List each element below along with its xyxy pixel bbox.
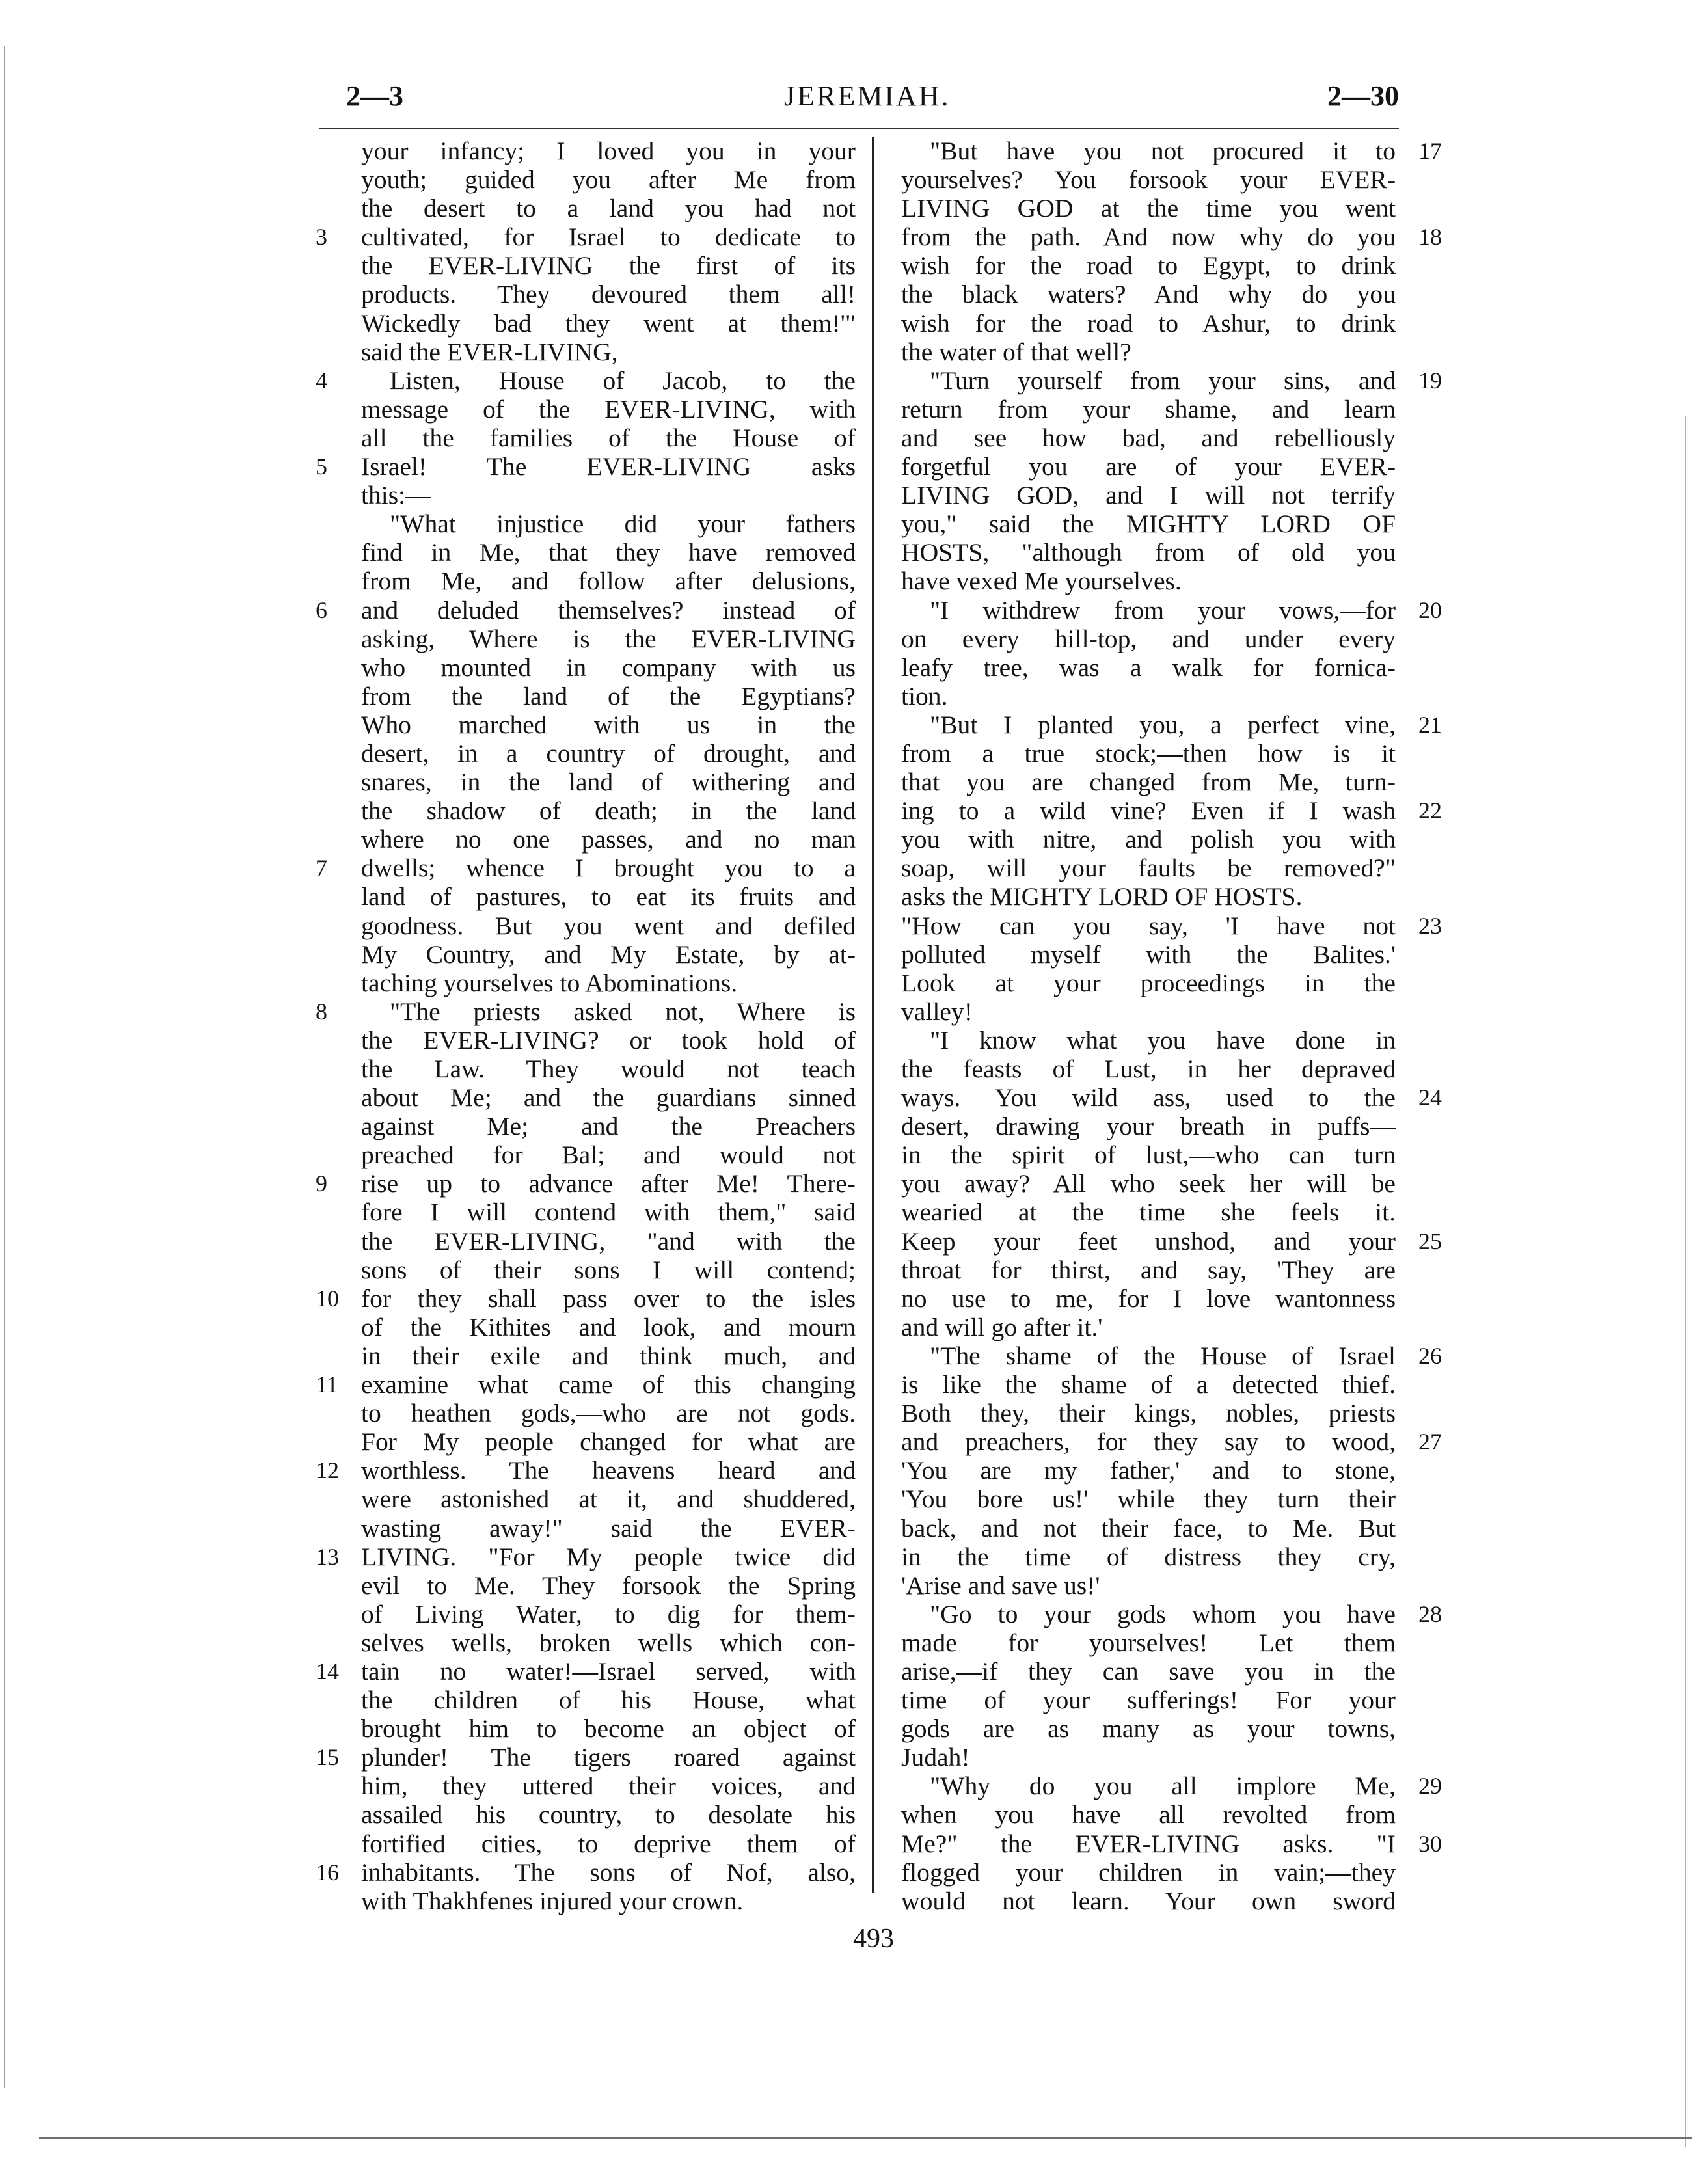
text-line bbox=[316, 452, 856, 481]
line-text: "I withdrew from your vows,—for bbox=[930, 595, 1396, 625]
line-text: 'Arise and save us!' bbox=[901, 1571, 1100, 1600]
text-line bbox=[361, 940, 856, 969]
text-line bbox=[901, 222, 1442, 252]
line-text: "How can you say, 'I have not bbox=[901, 911, 1396, 940]
verse-number: 27 bbox=[1418, 1429, 1442, 1455]
line-text: tain no water!—Israel served, with bbox=[361, 1656, 856, 1686]
text-line bbox=[901, 251, 1396, 280]
line-text: you away? All who seek her will be bbox=[901, 1169, 1396, 1198]
text-line bbox=[361, 1341, 856, 1370]
line-text: Both they, their kings, nobles, priests bbox=[901, 1399, 1396, 1428]
text-line bbox=[901, 1571, 1396, 1600]
line-text: flogged your children in vain;—they bbox=[901, 1857, 1396, 1887]
text-line bbox=[901, 1829, 1442, 1858]
line-text: him, they uttered their voices, and bbox=[361, 1772, 856, 1801]
verse-number: 15 bbox=[316, 1744, 339, 1771]
text-line bbox=[901, 1628, 1396, 1657]
line-text: where no one passes, and no man bbox=[361, 825, 856, 854]
line-text: "The shame of the House of Israel bbox=[930, 1341, 1396, 1370]
line-text: ways. You wild ass, used to the bbox=[901, 1083, 1396, 1112]
text-line bbox=[901, 825, 1396, 854]
line-text: Wickedly bad they went at them!'" bbox=[361, 308, 856, 338]
text-line bbox=[361, 280, 856, 308]
verse-number: 25 bbox=[1418, 1228, 1442, 1254]
line-text: the EVER-LIVING, "and with the bbox=[361, 1226, 856, 1256]
text-line bbox=[901, 739, 1396, 768]
line-text: assailed his country, to desolate his bbox=[361, 1800, 856, 1829]
text-line bbox=[361, 424, 856, 452]
text-line bbox=[361, 1313, 856, 1341]
text-line bbox=[901, 1743, 1396, 1772]
line-text: have vexed Me yourselves. bbox=[901, 567, 1182, 596]
text-line bbox=[901, 1370, 1396, 1399]
scan-edge-right bbox=[1685, 416, 1686, 2147]
line-text: goodness. But you went and defiled bbox=[361, 911, 856, 940]
line-text: fore I will contend with them," said bbox=[361, 1198, 856, 1227]
text-line bbox=[361, 1714, 856, 1743]
line-text: in the spirit of lust,—who can turn bbox=[901, 1140, 1396, 1170]
text-line bbox=[361, 338, 856, 366]
line-text: desert, in a country of drought, and bbox=[361, 738, 856, 768]
line-text: said the EVER-LIVING, bbox=[361, 337, 618, 366]
running-head-title: JEREMIAH. bbox=[784, 80, 951, 112]
verse-number: 7 bbox=[316, 855, 327, 882]
line-text: worthless. The heavens heard and bbox=[361, 1456, 856, 1485]
line-text: no use to me, for I love wantonness bbox=[901, 1284, 1396, 1313]
text-line bbox=[901, 395, 1396, 424]
line-text: soap, will your faults be removed?" bbox=[901, 854, 1396, 883]
text-line bbox=[901, 682, 1396, 710]
line-text: Judah! bbox=[901, 1743, 970, 1772]
line-text: brought him to become an object of bbox=[361, 1714, 856, 1744]
text-line bbox=[901, 424, 1396, 452]
line-text: this:— bbox=[361, 481, 431, 510]
line-text: to heathen gods,—who are not gods. bbox=[361, 1399, 856, 1428]
text-line bbox=[901, 1399, 1396, 1427]
text-line bbox=[901, 280, 1396, 308]
text-line bbox=[361, 1829, 856, 1858]
line-text: selves wells, broken wells which con- bbox=[361, 1628, 856, 1657]
text-line bbox=[901, 768, 1396, 796]
text-line bbox=[361, 1112, 856, 1140]
text-line bbox=[361, 739, 856, 768]
text-line bbox=[901, 796, 1442, 826]
text-line bbox=[901, 1543, 1396, 1571]
line-text: from Me, and follow after delusions, bbox=[361, 567, 856, 596]
verse-number: 9 bbox=[316, 1170, 327, 1197]
text-line bbox=[361, 538, 856, 567]
text-line bbox=[316, 1656, 856, 1686]
text-line bbox=[901, 194, 1396, 222]
text-line bbox=[901, 481, 1396, 509]
line-text: and deluded themselves? instead of bbox=[361, 595, 856, 625]
line-text: the shadow of death; in the land bbox=[361, 796, 856, 826]
scan-edge-left bbox=[4, 46, 5, 2088]
text-line bbox=[361, 165, 856, 194]
verse-number: 10 bbox=[316, 1285, 339, 1312]
line-text: ing to a wild vine? Even if I wash bbox=[901, 796, 1396, 826]
text-line bbox=[361, 137, 856, 165]
text-line bbox=[361, 1686, 856, 1714]
line-text: the feasts of Lust, in her depraved bbox=[901, 1055, 1396, 1083]
text-line bbox=[361, 796, 856, 825]
text-line bbox=[316, 1284, 856, 1313]
text-line bbox=[901, 1714, 1396, 1743]
text-line bbox=[316, 1857, 856, 1887]
line-text: the EVER-LIVING the first of its bbox=[361, 251, 856, 280]
line-text: sons of their sons I will contend; bbox=[361, 1255, 856, 1284]
verse-number: 21 bbox=[1418, 711, 1442, 738]
line-text: the desert to a land you had not bbox=[361, 194, 856, 223]
text-line bbox=[361, 1140, 856, 1169]
line-text: and will go after it.' bbox=[901, 1312, 1103, 1341]
line-text: preached for Bal; and would not bbox=[361, 1140, 856, 1170]
line-text: examine what came of this changing bbox=[361, 1370, 856, 1399]
text-line bbox=[361, 1887, 856, 1915]
verse-number: 17 bbox=[1418, 138, 1442, 164]
line-text: My Country, and My Estate, by at- bbox=[361, 939, 856, 969]
verse-number: 29 bbox=[1418, 1773, 1442, 1800]
text-line bbox=[361, 1600, 856, 1628]
text-line bbox=[316, 1456, 856, 1485]
line-text: the children of his House, what bbox=[361, 1686, 856, 1715]
verse-number: 20 bbox=[1418, 597, 1442, 623]
text-line bbox=[316, 222, 856, 252]
text-line bbox=[901, 653, 1396, 682]
text-line bbox=[901, 1887, 1396, 1915]
left-column bbox=[316, 137, 856, 1915]
text-line bbox=[901, 911, 1442, 940]
text-line bbox=[361, 1083, 856, 1112]
line-text: who mounted in company with us bbox=[361, 653, 856, 682]
line-text: throat for thirst, and say, 'They are bbox=[901, 1255, 1396, 1284]
text-line bbox=[316, 595, 856, 625]
text-line bbox=[316, 1542, 856, 1571]
line-text: Look at your proceedings in the bbox=[901, 968, 1396, 997]
text-line bbox=[361, 1772, 856, 1800]
line-text: "I know what you have done in bbox=[930, 1025, 1396, 1055]
line-text: wearied at the time she feels it. bbox=[901, 1198, 1396, 1227]
verse-number: 6 bbox=[316, 597, 327, 623]
line-text: return from your shame, and learn bbox=[901, 394, 1396, 424]
line-text: cultivated, for Israel to dedicate to bbox=[361, 222, 856, 252]
line-text: from a true stock;—then how is it bbox=[901, 738, 1396, 768]
text-line bbox=[316, 366, 856, 395]
line-text: snares, in the land of withering and bbox=[361, 768, 856, 797]
text-line bbox=[361, 1198, 856, 1226]
text-line bbox=[361, 395, 856, 424]
line-text: you," said the MIGHTY LORD OF bbox=[901, 509, 1396, 539]
text-line bbox=[901, 1800, 1396, 1829]
line-text: tion. bbox=[901, 681, 948, 710]
verse-number: 11 bbox=[316, 1371, 338, 1398]
line-text: youth; guided you after Me from bbox=[361, 165, 856, 195]
line-text: for they shall pass over to the isles bbox=[361, 1284, 856, 1313]
text-line bbox=[901, 1686, 1396, 1714]
text-line bbox=[361, 1800, 856, 1829]
line-text: land of pastures, to eat its fruits and bbox=[361, 882, 856, 911]
scan-edge-bottom bbox=[39, 2137, 1692, 2139]
text-line bbox=[901, 1858, 1396, 1887]
verse-number: 24 bbox=[1418, 1085, 1442, 1111]
line-text: plunder! The tigers roared against bbox=[361, 1743, 856, 1772]
line-text: asks the MIGHTY LORD OF HOSTS. bbox=[901, 882, 1303, 911]
verse-number: 12 bbox=[316, 1457, 339, 1484]
text-line bbox=[316, 1370, 856, 1399]
line-text: LIVING GOD, and I will not terrify bbox=[901, 481, 1396, 510]
line-text: the EVER-LIVING? or took hold of bbox=[361, 1025, 856, 1055]
text-line bbox=[901, 1112, 1396, 1140]
text-line bbox=[361, 1399, 856, 1427]
line-text: leafy tree, was a walk for fornica- bbox=[901, 653, 1396, 682]
line-text: wish for the road to Ashur, to drink bbox=[901, 308, 1396, 338]
line-text: arise,—if they can save you in the bbox=[901, 1656, 1396, 1686]
line-text: in the time of distress they cry, bbox=[901, 1542, 1396, 1571]
text-line bbox=[361, 1485, 856, 1513]
text-line bbox=[901, 1485, 1396, 1513]
text-line bbox=[901, 1427, 1442, 1457]
text-line bbox=[901, 567, 1396, 595]
text-line bbox=[901, 997, 1396, 1026]
line-text: products. They devoured them all! bbox=[361, 280, 856, 309]
line-text: were astonished at it, and shuddered, bbox=[361, 1485, 856, 1514]
line-text: message of the EVER-LIVING, with bbox=[361, 394, 856, 424]
text-line bbox=[901, 366, 1442, 395]
line-text: would not learn. Your own sword bbox=[901, 1886, 1396, 1915]
line-text: made for yourselves! Let them bbox=[901, 1628, 1396, 1657]
line-text: taching yourselves to Abominations. bbox=[361, 968, 738, 997]
line-text: Who marched with us in the bbox=[361, 710, 856, 739]
text-line bbox=[361, 481, 856, 509]
text-line bbox=[361, 509, 856, 538]
text-line bbox=[361, 1628, 856, 1657]
line-text: with Thakhfenes injured your crown. bbox=[361, 1886, 744, 1915]
text-line bbox=[901, 1657, 1396, 1686]
verse-number: 18 bbox=[1418, 224, 1442, 250]
text-line bbox=[901, 509, 1396, 538]
verse-number: 30 bbox=[1418, 1830, 1442, 1857]
line-text: gods are as many as your towns, bbox=[901, 1714, 1396, 1744]
text-line bbox=[901, 1140, 1396, 1169]
text-line bbox=[901, 338, 1396, 366]
text-line bbox=[901, 165, 1396, 194]
line-text: evil to Me. They forsook the Spring bbox=[361, 1571, 856, 1600]
text-line bbox=[901, 1256, 1396, 1284]
text-line bbox=[901, 1169, 1396, 1198]
line-text: the black waters? And why do you bbox=[901, 280, 1396, 309]
line-text: when you have all revolted from bbox=[901, 1800, 1396, 1829]
text-line bbox=[361, 969, 856, 997]
line-text: time of your sufferings! For your bbox=[901, 1686, 1396, 1715]
line-text: wasting away!" said the EVER- bbox=[361, 1513, 856, 1543]
verse-number: 5 bbox=[316, 453, 327, 480]
line-text: find in Me, that they have removed bbox=[361, 538, 856, 567]
text-line bbox=[361, 251, 856, 280]
line-text: your infancy; I loved you in your bbox=[361, 137, 856, 165]
text-line bbox=[361, 911, 856, 940]
line-text: "Go to your gods whom you have bbox=[930, 1599, 1396, 1628]
running-head-left: 2—3 bbox=[346, 80, 403, 112]
line-text: polluted myself with the Balites.' bbox=[901, 939, 1396, 969]
header-rule bbox=[319, 128, 1399, 129]
line-text: LIVING GOD at the time you went bbox=[901, 194, 1396, 223]
text-line bbox=[901, 137, 1442, 165]
text-line bbox=[901, 1514, 1396, 1543]
line-text: valley! bbox=[901, 997, 973, 1026]
verse-number: 19 bbox=[1418, 367, 1442, 394]
text-line bbox=[901, 882, 1396, 911]
right-column bbox=[901, 137, 1442, 1915]
line-text: from the path. And now why do you bbox=[901, 222, 1396, 252]
text-line bbox=[901, 1026, 1396, 1055]
text-line bbox=[901, 538, 1396, 567]
text-line bbox=[901, 452, 1396, 481]
line-text: rise up to advance after Me! There- bbox=[361, 1169, 856, 1198]
verse-number: 8 bbox=[316, 998, 327, 1025]
line-text: "But have you not procured it to bbox=[930, 137, 1396, 165]
line-text: "The priests asked not, Where is bbox=[390, 997, 856, 1026]
text-line bbox=[901, 969, 1396, 997]
text-line bbox=[361, 1514, 856, 1543]
text-line bbox=[361, 1055, 856, 1083]
line-text: LIVING. "For My people twice did bbox=[361, 1542, 856, 1571]
text-line bbox=[361, 309, 856, 338]
line-text: desert, drawing your breath in puffs— bbox=[901, 1112, 1396, 1141]
line-text: on every hill-top, and under every bbox=[901, 624, 1396, 653]
text-line bbox=[901, 309, 1396, 338]
text-line bbox=[901, 1198, 1396, 1226]
line-text: 'You are my father,' and to stone, bbox=[901, 1456, 1396, 1485]
verse-number: 14 bbox=[316, 1658, 339, 1684]
line-text: dwells; whence I brought you to a bbox=[361, 854, 856, 883]
text-line bbox=[901, 1284, 1396, 1313]
line-text: Me?" the EVER-LIVING asks. "I bbox=[901, 1829, 1396, 1858]
text-line bbox=[361, 1227, 856, 1256]
verse-number: 22 bbox=[1418, 798, 1442, 824]
line-text: back, and not their face, to Me. But bbox=[901, 1513, 1396, 1543]
line-text: "Turn yourself from your sins, and bbox=[930, 366, 1396, 395]
text-line bbox=[361, 625, 856, 653]
text-line bbox=[901, 710, 1442, 739]
line-text: the Law. They would not teach bbox=[361, 1055, 856, 1083]
text-line bbox=[901, 1083, 1442, 1112]
verse-number: 16 bbox=[316, 1859, 339, 1885]
line-text: from the land of the Egyptians? bbox=[361, 681, 856, 710]
line-text: about Me; and the guardians sinned bbox=[361, 1083, 856, 1112]
line-text: is like the shame of a detected thief. bbox=[901, 1370, 1396, 1399]
text-line bbox=[361, 1427, 856, 1456]
verse-number: 3 bbox=[316, 224, 327, 250]
line-text: against Me; and the Preachers bbox=[361, 1112, 856, 1141]
line-text: "But I planted you, a perfect vine, bbox=[930, 710, 1396, 739]
line-text: forgetful you are of your EVER- bbox=[901, 452, 1396, 481]
line-text: 'You bore us!' while they turn their bbox=[901, 1485, 1396, 1514]
line-text: that you are changed from Me, turn- bbox=[901, 768, 1396, 797]
text-line bbox=[901, 854, 1396, 882]
text-line bbox=[361, 710, 856, 739]
verse-number: 26 bbox=[1418, 1342, 1442, 1369]
line-text: inhabitants. The sons of Nof, also, bbox=[361, 1857, 856, 1887]
running-head-right: 2—30 bbox=[1327, 80, 1399, 112]
text-line bbox=[901, 1055, 1396, 1083]
line-text: asking, Where is the EVER-LIVING bbox=[361, 624, 856, 653]
text-line bbox=[361, 1026, 856, 1055]
line-text: "Why do you all implore Me, bbox=[930, 1772, 1396, 1801]
line-text: Listen, House of Jacob, to the bbox=[390, 366, 856, 395]
line-text: Keep your feet unshod, and your bbox=[901, 1226, 1396, 1256]
line-text: of Living Water, to dig for them- bbox=[361, 1599, 856, 1628]
line-text: of the Kithites and look, and mourn bbox=[361, 1312, 856, 1341]
text-line bbox=[361, 682, 856, 710]
line-text: and preachers, for they say to wood, bbox=[901, 1427, 1396, 1457]
text-line bbox=[901, 595, 1442, 625]
text-line bbox=[361, 825, 856, 854]
text-line bbox=[901, 1772, 1442, 1801]
line-text: in their exile and think much, and bbox=[361, 1341, 856, 1370]
line-text: For My people changed for what are bbox=[361, 1427, 856, 1457]
text-line bbox=[901, 625, 1396, 653]
text-line bbox=[901, 1313, 1396, 1341]
line-text: the water of that well? bbox=[901, 337, 1131, 366]
line-text: yourselves? You forsook your EVER- bbox=[901, 165, 1396, 195]
text-line bbox=[901, 1599, 1442, 1628]
text-line bbox=[361, 768, 856, 796]
text-line bbox=[316, 854, 856, 883]
line-text: all the families of the House of bbox=[361, 423, 856, 452]
line-text: wish for the road to Egypt, to drink bbox=[901, 251, 1396, 280]
text-line bbox=[316, 1743, 856, 1772]
line-text: "What injustice did your fathers bbox=[390, 509, 856, 539]
text-line bbox=[361, 194, 856, 222]
verse-number: 23 bbox=[1418, 912, 1442, 939]
column-divider bbox=[872, 137, 874, 1893]
text-line bbox=[361, 1571, 856, 1600]
line-text: you with nitre, and polish you with bbox=[901, 825, 1396, 854]
text-line bbox=[361, 1256, 856, 1284]
text-line bbox=[316, 1169, 856, 1198]
line-text: and see how bad, and rebelliously bbox=[901, 423, 1396, 452]
text-line bbox=[901, 1226, 1442, 1256]
text-line bbox=[901, 940, 1396, 969]
text-line bbox=[901, 1456, 1396, 1485]
text-line bbox=[361, 653, 856, 682]
verse-number: 4 bbox=[316, 367, 327, 394]
line-text: HOSTS, "although from of old you bbox=[901, 538, 1396, 567]
line-text: Israel! The EVER-LIVING asks bbox=[361, 452, 856, 481]
text-line bbox=[901, 1341, 1442, 1370]
verse-number: 13 bbox=[316, 1543, 339, 1570]
page-number: 493 bbox=[853, 1924, 894, 1954]
verse-number: 28 bbox=[1418, 1600, 1442, 1627]
text-line bbox=[316, 997, 856, 1026]
text-line bbox=[361, 882, 856, 911]
line-text: fortified cities, to deprive them of bbox=[361, 1829, 856, 1858]
text-line bbox=[361, 567, 856, 595]
